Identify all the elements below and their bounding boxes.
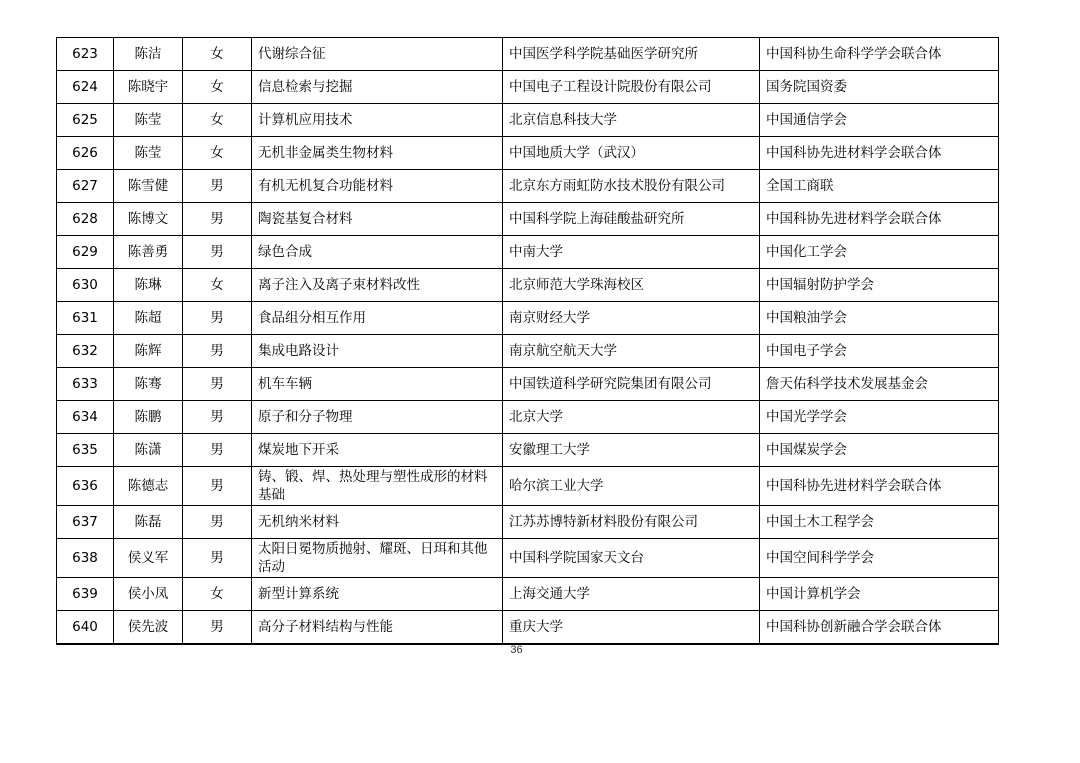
table-row <box>57 269 999 302</box>
table-row <box>57 71 999 104</box>
person-name: 侯先波 <box>114 611 183 645</box>
gender: 男 <box>183 236 252 269</box>
research-field: 集成电路设计 <box>252 335 503 368</box>
work-unit: 哈尔滨工业大学 <box>503 467 760 506</box>
research-field: 太阳日冕物质抛射、耀斑、日珥和其他活动 <box>252 539 503 578</box>
nominating-organization: 中国科协生命科学学会联合体 <box>760 38 999 71</box>
work-unit: 中国地质大学（武汉） <box>503 137 760 170</box>
research-field: 食品组分相互作用 <box>252 302 503 335</box>
table-row <box>57 578 999 611</box>
row-number: 628 <box>57 203 114 236</box>
nominating-organization: 中国科协创新融合学会联合体 <box>760 611 999 645</box>
research-field: 信息检索与挖掘 <box>252 71 503 104</box>
work-unit: 北京大学 <box>503 401 760 434</box>
gender: 女 <box>183 104 252 137</box>
row-number: 623 <box>57 38 114 71</box>
gender: 女 <box>183 38 252 71</box>
nominating-organization: 中国科协先进材料学会联合体 <box>760 203 999 236</box>
person-name: 陈洁 <box>114 38 183 71</box>
row-number: 635 <box>57 434 114 467</box>
candidate-table <box>56 37 999 645</box>
gender: 男 <box>183 506 252 539</box>
table-row <box>57 335 999 368</box>
gender: 男 <box>183 302 252 335</box>
table-row <box>57 203 999 236</box>
nominating-organization: 中国通信学会 <box>760 104 999 137</box>
research-field: 新型计算系统 <box>252 578 503 611</box>
gender: 男 <box>183 170 252 203</box>
person-name: 陈善勇 <box>114 236 183 269</box>
nominating-organization: 中国辐射防护学会 <box>760 269 999 302</box>
row-number: 629 <box>57 236 114 269</box>
table-row <box>57 137 999 170</box>
gender: 女 <box>183 578 252 611</box>
table-row <box>57 434 999 467</box>
work-unit: 中国铁道科学研究院集团有限公司 <box>503 368 760 401</box>
work-unit: 北京东方雨虹防水技术股份有限公司 <box>503 170 760 203</box>
nominating-organization: 詹天佑科学技术发展基金会 <box>760 368 999 401</box>
research-field: 绿色合成 <box>252 236 503 269</box>
person-name: 陈雪健 <box>114 170 183 203</box>
person-name: 陈莹 <box>114 137 183 170</box>
person-name: 侯义军 <box>114 539 183 578</box>
row-number: 638 <box>57 539 114 578</box>
table-row <box>57 38 999 71</box>
table-row <box>57 401 999 434</box>
table-row <box>57 506 999 539</box>
person-name: 陈鹏 <box>114 401 183 434</box>
gender: 男 <box>183 401 252 434</box>
nominating-organization: 中国煤炭学会 <box>760 434 999 467</box>
table-row <box>57 236 999 269</box>
row-number: 624 <box>57 71 114 104</box>
nominating-organization: 中国科协先进材料学会联合体 <box>760 137 999 170</box>
work-unit: 上海交通大学 <box>503 578 760 611</box>
gender: 男 <box>183 434 252 467</box>
person-name: 陈琳 <box>114 269 183 302</box>
research-field: 铸、锻、焊、热处理与塑性成形的材料基础 <box>252 467 503 506</box>
work-unit: 中国电子工程设计院股份有限公司 <box>503 71 760 104</box>
research-field: 代谢综合征 <box>252 38 503 71</box>
person-name: 陈辉 <box>114 335 183 368</box>
row-number: 640 <box>57 611 114 645</box>
nominating-organization: 中国空间科学学会 <box>760 539 999 578</box>
nominating-organization: 中国计算机学会 <box>760 578 999 611</box>
person-name: 陈博文 <box>114 203 183 236</box>
table-row <box>57 467 999 506</box>
person-name: 陈潇 <box>114 434 183 467</box>
row-number: 626 <box>57 137 114 170</box>
work-unit: 北京师范大学珠海校区 <box>503 269 760 302</box>
research-field: 煤炭地下开采 <box>252 434 503 467</box>
person-name: 陈超 <box>114 302 183 335</box>
gender: 女 <box>183 137 252 170</box>
nominating-organization: 中国电子学会 <box>760 335 999 368</box>
research-field: 有机无机复合功能材料 <box>252 170 503 203</box>
research-field: 原子和分子物理 <box>252 401 503 434</box>
table-body <box>57 38 999 645</box>
person-name: 陈德志 <box>114 467 183 506</box>
nominating-organization: 国务院国资委 <box>760 71 999 104</box>
table-row <box>57 539 999 578</box>
person-name: 陈晓宇 <box>114 71 183 104</box>
work-unit: 北京信息科技大学 <box>503 104 760 137</box>
nominating-organization: 中国化工学会 <box>760 236 999 269</box>
table-row <box>57 302 999 335</box>
nominating-organization: 中国土木工程学会 <box>760 506 999 539</box>
work-unit: 安徽理工大学 <box>503 434 760 467</box>
work-unit: 重庆大学 <box>503 611 760 645</box>
nominating-organization: 中国光学学会 <box>760 401 999 434</box>
work-unit: 中国科学院上海硅酸盐研究所 <box>503 203 760 236</box>
gender: 男 <box>183 467 252 506</box>
research-field: 机车车辆 <box>252 368 503 401</box>
research-field: 陶瓷基复合材料 <box>252 203 503 236</box>
gender: 男 <box>183 539 252 578</box>
research-field: 离子注入及离子束材料改性 <box>252 269 503 302</box>
research-field: 高分子材料结构与性能 <box>252 611 503 645</box>
person-name: 陈莹 <box>114 104 183 137</box>
row-number: 627 <box>57 170 114 203</box>
work-unit: 南京航空航天大学 <box>503 335 760 368</box>
row-number: 636 <box>57 467 114 506</box>
table-row <box>57 104 999 137</box>
gender: 男 <box>183 335 252 368</box>
work-unit: 中国医学科学院基础医学研究所 <box>503 38 760 71</box>
gender: 男 <box>183 368 252 401</box>
nominating-organization: 全国工商联 <box>760 170 999 203</box>
research-field: 无机非金属类生物材料 <box>252 137 503 170</box>
row-number: 625 <box>57 104 114 137</box>
work-unit: 江苏苏博特新材料股份有限公司 <box>503 506 760 539</box>
gender: 男 <box>183 203 252 236</box>
row-number: 631 <box>57 302 114 335</box>
nominating-organization: 中国科协先进材料学会联合体 <box>760 467 999 506</box>
research-field: 计算机应用技术 <box>252 104 503 137</box>
person-name: 侯小凤 <box>114 578 183 611</box>
person-name: 陈骞 <box>114 368 183 401</box>
work-unit: 中国科学院国家天文台 <box>503 539 760 578</box>
page-number: 36 <box>510 644 523 656</box>
row-number: 637 <box>57 506 114 539</box>
nominating-organization: 中国粮油学会 <box>760 302 999 335</box>
row-number: 634 <box>57 401 114 434</box>
table-row <box>57 611 999 645</box>
gender: 女 <box>183 269 252 302</box>
row-number: 630 <box>57 269 114 302</box>
row-number: 633 <box>57 368 114 401</box>
table-row <box>57 170 999 203</box>
row-number: 632 <box>57 335 114 368</box>
work-unit: 南京财经大学 <box>503 302 760 335</box>
row-number: 639 <box>57 578 114 611</box>
gender: 男 <box>183 611 252 645</box>
gender: 女 <box>183 71 252 104</box>
work-unit: 中南大学 <box>503 236 760 269</box>
person-name: 陈磊 <box>114 506 183 539</box>
research-field: 无机纳米材料 <box>252 506 503 539</box>
table-row <box>57 368 999 401</box>
